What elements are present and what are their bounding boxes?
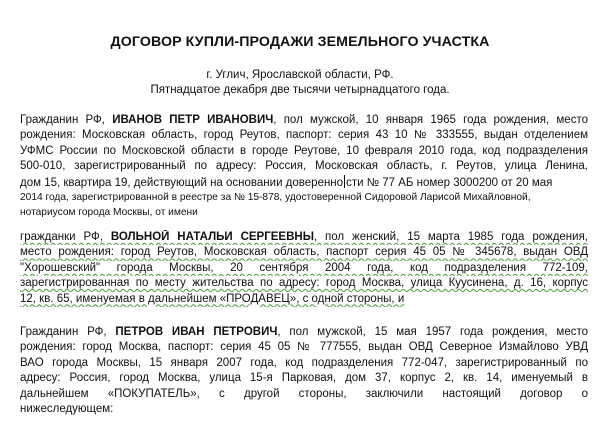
paragraph-buyer xyxy=(20,325,588,417)
text-line xyxy=(20,276,588,291)
paragraph-representative xyxy=(20,113,588,220)
text-fragment: Гражданин РФ, xyxy=(20,326,116,338)
text-fragment: сти № 77 АБ номер 3000200 от 20 мая xyxy=(346,176,553,189)
text-fragment: зарегистрированная по месту жительства по адресу: город Москва, улица Куусинена, д. 16, корпус xyxy=(20,277,588,290)
document-title: ДОГОВОР КУПЛИ-ПРОДАЖИ ЗЕМЕЛЬНОГО УЧАСТКА xyxy=(110,34,490,50)
text-line xyxy=(20,113,588,128)
text-line: УФМС России по Московской области в городе Реутове, 10 февраля 2010 года, код подразделения xyxy=(20,144,588,157)
text-fragment: дом 15, квартира 19, действующий на основании доверенно xyxy=(20,176,344,189)
text-line: рождения: Московская область, город Реутов, паспорт: серия 43 10 № 333555, выдан отделением xyxy=(20,129,588,142)
paragraph-seller xyxy=(20,230,588,307)
text-line: адресу: Россия, город Москва, улица 15-я Парковая, дом 37, корпус 2, кв. 14, именуемый в xyxy=(20,372,588,385)
text-line xyxy=(20,230,588,245)
text-line: нижеследующем: xyxy=(20,403,114,416)
text-line xyxy=(20,325,588,340)
text-line: 2014 года, зарегистрированной в реестре за № 15-878, удостоверенной Сидоровой Ларисой Михайловной, xyxy=(20,192,531,204)
text-fragment: место рождения: город Реутов, Московская область, паспорт серия 45 05 № 345678, выдан ОВД xyxy=(20,246,588,259)
document-place: г. Углич, Ярославской области, РФ. xyxy=(206,69,394,81)
text-fragment: гражданки РФ, xyxy=(20,231,111,243)
text-line: нотариусом города Москвы, от имени xyxy=(20,206,198,218)
text-line: рождения: город Москва, паспорт: серия 45 05 № 777555, выдан ОВД Северное Измайлово УВД xyxy=(20,341,588,354)
text-line xyxy=(20,292,588,307)
party-name: ИВАНОВ ПЕТР ИВАНОВИЧ xyxy=(112,114,274,126)
text-line: ВАО города Москвы, 15 января 2007 года, код подразделения 772-047, зарегистрированный по xyxy=(20,356,588,369)
text-fragment: 12, кв. 65, именуемая в дальнейшем «ПРОДАВЕЦ», с одной стороны, и xyxy=(20,292,405,305)
text-fragment: , пол мужской, 10 января 1965 года рождения, место xyxy=(273,114,588,126)
text-fragment: , пол мужской, 15 мая 1957 года рождения, место xyxy=(277,326,588,338)
text-line: дальнейшем «ПОКУПАТЕЛЬ», с другой стороны, заключили настоящий договор о xyxy=(20,387,588,400)
text-line xyxy=(20,175,588,191)
document-date: Пятнадцатое декабря две тысячи четырнадцатого года. xyxy=(150,84,450,96)
party-name: ВОЛЬНОЙ НАТАЛЬИ СЕРГЕЕВНЫ xyxy=(110,231,314,243)
text-fragment: Гражданин РФ, xyxy=(20,114,113,126)
text-fragment: "Хорошевский" города Москвы, 20 сентября 2004 года, код подразделения 772-109, xyxy=(20,261,588,274)
text-line: 500-010, зарегистрированный по адресу: Россия, Московская область, г. Реутов, улица Ленина, xyxy=(20,160,588,173)
text-line xyxy=(20,245,588,260)
text-line xyxy=(20,261,588,276)
text-cursor xyxy=(344,175,345,188)
text-fragment: , пол женский, 15 марта 1985 года рождения, xyxy=(313,231,588,243)
party-name: ПЕТРОВ ИВАН ПЕТРОВИЧ xyxy=(115,326,278,338)
